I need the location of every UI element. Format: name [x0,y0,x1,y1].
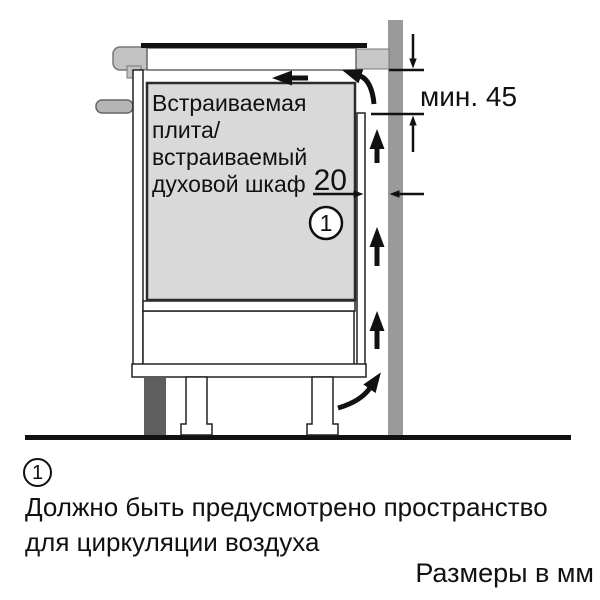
callout-1-marker [310,207,342,239]
footnote-line-1: Должно быть предусмотрено пространство [25,492,548,522]
hob-surface [141,43,367,48]
appliance-label-line-1: Встраиваемая [152,90,307,116]
cabinet-side-panel [133,70,143,365]
footnote-text [25,490,570,560]
footnote-marker-number: 1 [31,461,44,484]
cabinet-leg-left [181,377,212,435]
appliance-label [152,90,307,197]
cabinet-back-panel [357,113,365,365]
cabinet-bottom-board [132,364,366,377]
units-note: Размеры в мм [415,558,594,588]
cabinet-leg-right [307,377,338,435]
plinth-panel [144,377,166,435]
floor-line [25,435,571,440]
mounting-bracket [96,100,133,113]
airflow-arrow-bottom-curve [338,388,370,408]
appliance-label-line-4: духовой шкаф [152,171,306,197]
worktop-rear-section [356,49,389,69]
cabinet-shelf [143,301,355,311]
footnote-line-2: для циркуляции воздуха [25,527,320,557]
appliance-label-line-3: встраиваемый [152,144,308,170]
callout-1-number: 1 [319,210,333,236]
airflow-arrow-top-curve [360,76,374,104]
appliance-label-line-2: плита/ [152,117,221,143]
dim45-value: мин. 45 [420,81,518,112]
wall [388,20,403,436]
footnote-marker [23,458,52,487]
dim20-value: 20 [313,164,347,197]
cabinet-lower-cavity [143,311,354,365]
worktop [147,48,356,70]
